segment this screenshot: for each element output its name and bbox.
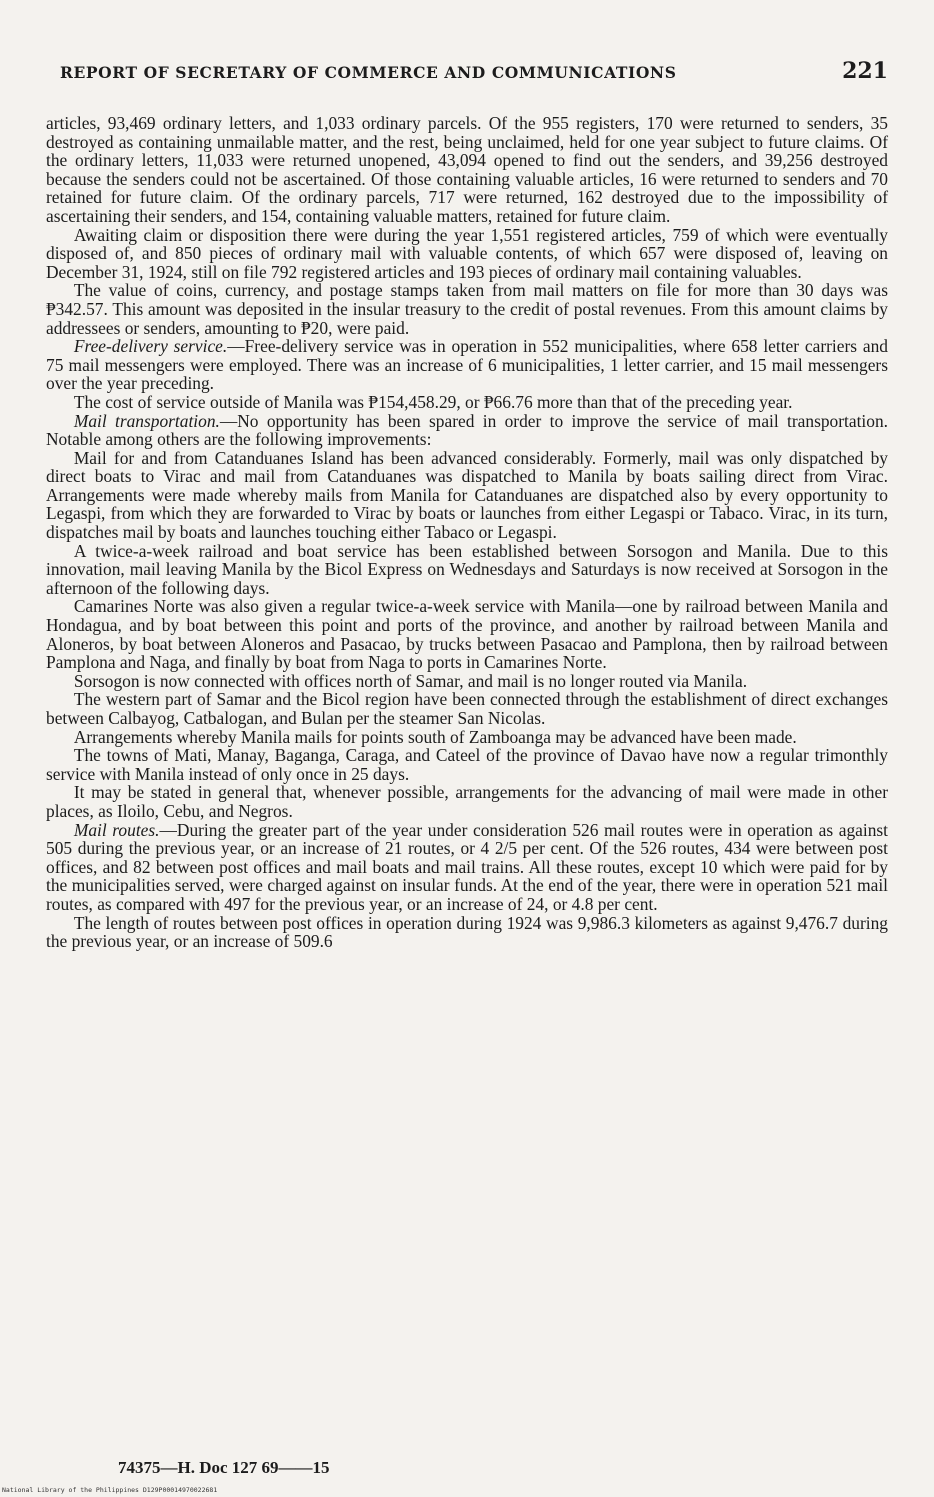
paragraph: Sorsogon is now connected with offices north of Samar, and mail is no longer routed via Manila. xyxy=(73,670,748,691)
paragraph: It may be stated in general that, whenever possible, arrangements for the advancing of mail were made in other places, as Iloilo, Cebu, and Negros. xyxy=(46,782,888,821)
signature-line: 74375—H. Doc 127 69——15 xyxy=(118,1458,330,1477)
running-head: REPORT OF SECRETARY OF COMMERCE AND COMMUNICATIONS xyxy=(60,63,677,82)
paragraph: The length of routes between post offices in operation during 1924 was 9,986.3 kilometers as against 9,476.7 during the previous year, or an increase of 509.6 xyxy=(46,912,888,952)
paragraph: The towns of Mati, Manay, Baganga, Caraga, and Cateel of the province of Davao have now a regular trimonthly service with Manila instead of only once in 25 days. xyxy=(46,745,888,784)
paragraph: Mail for and from Catanduanes Island has been advanced considerably. Formerly, mail was only dispatched by direct boats to Virac and mail from Catanduanes was dispatched to Manila by boats sailing direct from Virac. Arrangements were made whereby mails from Manila for Catanduanes are dispatched also by every opportunity to Legaspi, from which they are forwarded to Virac by boats or launches from either Legaspi or Tabaco. Virac, in its turn, dispatches mail by boats and launches touching either Tabaco or Legaspi. xyxy=(46,447,888,543)
paragraph: Free-delivery service.—Free-delivery service was in operation in 552 municipalities, where 658 letter carriers and 75 mail messengers were employed. There was an increase of 6 municipalities, 1 letter carrier, and 15 mail messengers over the year preceding. xyxy=(46,336,888,394)
paragraph: The western part of Samar and the Bicol region have been connected through the establishment of direct exchanges between Calbayog, Catbalogan, and Bulan per the steamer San Nicolas. xyxy=(46,689,888,728)
library-stamp: National Library of the Philippines D129P00014970022681 xyxy=(2,1486,218,1494)
page-header xyxy=(60,58,888,84)
paragraph: The cost of service outside of Manila was ₱154,458.29, or ₱66.76 more than that of the preceding year. xyxy=(73,391,793,412)
document-page xyxy=(46,58,888,951)
page-number: 221 xyxy=(842,58,888,84)
body-text xyxy=(46,114,888,951)
paragraph: The value of coins, currency, and postage stamps taken from mail matters on file for more than 30 days was ₱342.57. This amount was deposited in the insular treasury to the credit of postal revenues. From this amount claims by addressees or senders, amounting to ₱20, were paid. xyxy=(46,280,888,338)
paragraph: Mail routes.—During the greater part of the year under consideration 526 mail routes were in operation as against 505 during the previous year, or an increase of 21 routes, or 4 2/5 per cent. Of the 526 routes, 434 were between post offices, and 82 between post offices and mail boats and mail trains. All these routes, except 10 which were paid for by the municipalities served, were charged against on insular funds. At the end of the year, there were in operation 521 mail routes, as compared with 497 for the previous year, or an increase of 24, or 4.8 per cent. xyxy=(46,819,888,914)
paragraph: Mail transportation.—No opportunity has been spared in order to improve the service of mail transportation. Notable among others are the following improvements: xyxy=(46,410,888,450)
paragraph: Camarines Norte was also given a regular twice-a-week service with Manila—one by railroad between Manila and Hondagua, and by boat between this point and ports of the province, and another by railroad between Manila and Aloneros, by boat between Aloneros and Pasacao, by trucks between Pasacao and Pamplona, then by railroad between Pamplona and Naga, and finally by boat from Naga to ports in Camarines Norte. xyxy=(46,596,888,673)
paragraph: articles, 93,469 ordinary letters, and 1,033 ordinary parcels. Of the 955 registers, 170 were returned to senders, 35 destroyed as containing unmailable matter, and the rest, being unclaimed, held for one year subject to future claims. Of the ordinary letters, 11,033 were returned unopened, 43,094 opened to find out the senders, and 39,256 destroyed because the senders could not be ascertained. Of those containing valuable articles, 16 were returned to senders and 70 retained for future claim. Of the ordinary parcels, 717 were returned, 162 destroyed due to the impossibility of ascertaining their senders, and 154, containing valuable matters, retained for future claim. xyxy=(46,113,888,226)
paragraph: Awaiting claim or disposition there were during the year 1,551 registered articles, 759 of which were eventually disposed of, and 850 pieces of ordinary mail with valuable contents, of which 657 were disposed of, leaving on December 31, 1924, still on file 792 registered articles and 193 pieces of ordinary mail containing valuables. xyxy=(46,224,888,282)
paragraph: Arrangements whereby Manila mails for points south of Zamboanga may be advanced have been made. xyxy=(73,726,797,747)
paragraph: A twice-a-week railroad and boat service has been established between Sorsogon and Manila. Due to this innovation, mail leaving Manila by the Bicol Express on Wednesdays and Saturdays is now received at Sorsogon in the afternoon of the following days. xyxy=(46,540,888,598)
